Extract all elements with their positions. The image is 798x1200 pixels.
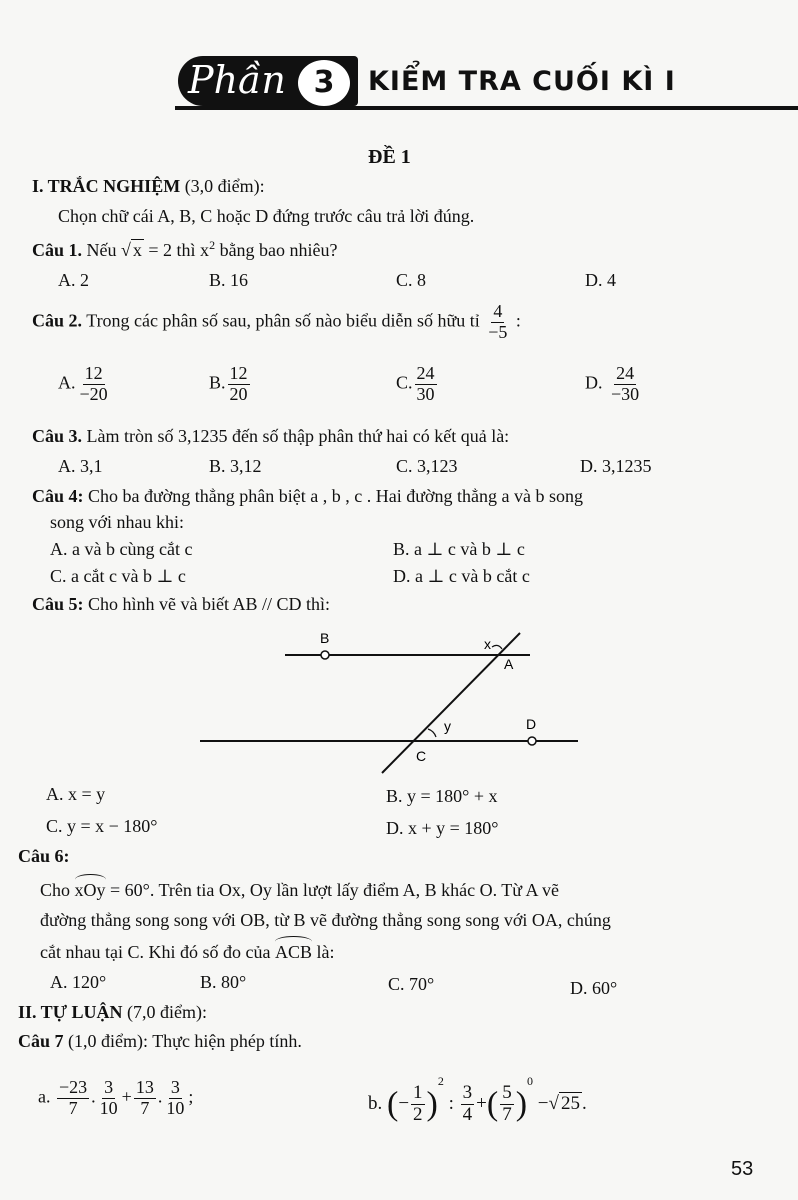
q4-text1: Cho ba đường thẳng phân biệt a , b , c . Hai đường thẳng a và b song xyxy=(88,486,583,506)
q6-option-c: C. 70° xyxy=(388,974,435,994)
q2-option-d xyxy=(585,364,643,405)
q2-c-prefix: C. xyxy=(396,372,413,393)
q2-d-frac xyxy=(609,364,641,405)
q2-option-a xyxy=(58,364,112,405)
q2-b-prefix: B. xyxy=(209,372,226,393)
q5-option-a: A. x = y xyxy=(46,784,106,804)
q7-part-b: b. (− $\frac{1}{2}$ )$^2$ : $\frac{3}{4}$ +( $\frac{5}{7}$ )$^0$ −√ 25 . xyxy=(368,1074,587,1126)
exam-title: ĐỀ 1 xyxy=(368,146,411,168)
section2-points: (7,0 điểm): xyxy=(127,1002,208,1022)
q2-a-den: −20 xyxy=(79,383,108,404)
q5-label: Câu 5: xyxy=(32,594,84,614)
q1-label: Câu 1. xyxy=(32,240,83,260)
q2-a-prefix: A. xyxy=(58,372,76,393)
q7a-frac2 xyxy=(98,1078,120,1119)
point-b xyxy=(321,651,329,659)
q2-c-frac xyxy=(415,364,437,405)
q6-pre: Cho xyxy=(40,880,71,900)
q2-colon: : xyxy=(515,310,521,331)
q2-option-b xyxy=(209,364,252,405)
q6-line3 xyxy=(40,942,334,963)
q7a-dot1: . xyxy=(91,1086,96,1107)
page-title: KIỂM TRA CUỐI KÌ I xyxy=(368,66,676,97)
q7a-frac1 xyxy=(57,1078,89,1119)
q5-stem xyxy=(32,594,330,615)
q2-den: −5 xyxy=(488,321,508,342)
q6-option-d: D. 60° xyxy=(570,978,618,998)
label-a: A xyxy=(504,656,514,672)
q4-stem xyxy=(32,486,583,507)
label-d: D xyxy=(526,716,537,732)
q7a-dot2: . xyxy=(157,1086,163,1107)
q6-angle-xoy: xOy xyxy=(74,880,106,900)
q4-option-d: D. a ⊥ c và b cắt c xyxy=(393,566,530,586)
part-number: 3 xyxy=(294,56,354,110)
q1-post: bằng bao nhiêu? xyxy=(219,240,338,260)
q7b-colon: : xyxy=(448,1093,454,1114)
q3-label: Câu 3. xyxy=(32,426,83,446)
q1-option-a: A. 2 xyxy=(58,270,89,290)
q2-label: Câu 2. xyxy=(32,310,83,331)
q7b-f1-num: 1 xyxy=(413,1082,423,1104)
section2-title: II. TỰ LUẬN xyxy=(18,1002,123,1022)
q4-option-a: A. a và b cùng cắt c xyxy=(50,539,193,559)
q6-option-b: B. 80° xyxy=(200,972,247,992)
q1-option-b: B. 16 xyxy=(209,270,249,290)
q7b-prefix: b. xyxy=(368,1093,383,1114)
q7a-plus: + xyxy=(121,1086,132,1107)
q2-a-num: 12 xyxy=(84,363,103,383)
q7a-f1-den: 7 xyxy=(68,1097,78,1118)
section1-title: I. TRẮC NGHIỆM xyxy=(32,176,181,196)
q4-label: Câu 4: xyxy=(32,486,84,506)
q7a-f2-num: 3 xyxy=(104,1077,114,1097)
angle-x-arc xyxy=(492,645,502,649)
q7b-radicand: 25 xyxy=(560,1093,580,1114)
section1-instruction: Chọn chữ cái A, B, C hoặc D đứng trước câu trả lời đúng. xyxy=(58,206,475,226)
angle-y-arc xyxy=(428,729,436,737)
q2-text: Trong các phân số sau, phân số nào biểu diễn số hữu tỉ xyxy=(86,310,480,331)
q7-label: Câu 7 xyxy=(18,1031,64,1051)
q5-option-d: D. x + y = 180° xyxy=(386,818,499,838)
q2-d-den: −30 xyxy=(611,383,640,404)
q7b-f2-den: 4 xyxy=(462,1104,473,1126)
q7b-frac1 xyxy=(411,1083,425,1126)
label-y: y xyxy=(444,718,451,734)
q7b-frac3 xyxy=(500,1083,514,1126)
section1-heading xyxy=(32,176,265,197)
label-c: C xyxy=(416,748,427,764)
label-x: x xyxy=(484,636,491,652)
part-label: Phần xyxy=(188,58,286,102)
q1-mid: = 2 thì x xyxy=(148,240,210,260)
q3-option-a: A. 3,1 xyxy=(58,456,103,476)
q1-option-c: C. 8 xyxy=(396,270,427,290)
q6-line3-pre: cắt nhau tại C. Khi đó số đo của xyxy=(40,942,271,962)
q6-label: Câu 6: xyxy=(18,846,70,866)
point-d xyxy=(528,737,536,745)
q1-exponent: 2 xyxy=(209,238,216,252)
q2-option-c xyxy=(396,364,439,405)
q5-text: Cho hình vẽ và biết AB // CD thì: xyxy=(88,594,331,614)
q6-line3-post: là: xyxy=(316,942,335,962)
q3-stem xyxy=(32,426,509,447)
q1-radicand: x xyxy=(132,240,142,260)
q7a-f3-den: 7 xyxy=(140,1097,150,1118)
banner-underline xyxy=(175,106,798,110)
q6-line1 xyxy=(40,880,559,901)
q2-c-num: 24 xyxy=(416,363,435,383)
q6-line2: đường thẳng song song với OB, từ B vẽ đường thẳng song song với OA, chúng xyxy=(40,910,611,930)
q7b-plus: + xyxy=(476,1093,487,1114)
q2-stem xyxy=(32,302,521,343)
q2-fraction xyxy=(486,302,509,343)
q7b-end: . xyxy=(581,1093,587,1114)
q7a-f2-den: 10 xyxy=(99,1097,118,1118)
q7-points: (1,0 điểm): xyxy=(68,1031,148,1051)
q3-option-b: B. 3,12 xyxy=(209,456,262,476)
q7a-frac3 xyxy=(134,1078,156,1119)
q1-option-d: D. 4 xyxy=(585,270,616,290)
q7a-end: ; xyxy=(188,1086,194,1107)
q5-figure xyxy=(200,625,590,777)
q7a-prefix: a. xyxy=(38,1086,51,1107)
q7b-f3-num: 5 xyxy=(502,1082,512,1104)
q7b-f2-num: 3 xyxy=(462,1082,473,1104)
q7a-frac4 xyxy=(164,1078,186,1119)
q7a-f3-num: 13 xyxy=(135,1077,154,1097)
q2-d-num: 24 xyxy=(616,363,635,383)
q7b-exp2: 0 xyxy=(527,1074,534,1088)
q4-option-b: B. a ⊥ c và b ⊥ c xyxy=(393,539,525,559)
q7-text: Thực hiện phép tính. xyxy=(152,1031,302,1051)
q7b-f3-den: 7 xyxy=(502,1104,512,1126)
q2-b-frac xyxy=(228,364,250,405)
q1-stem: Câu 1. Nếu √ x = 2 thì $x^2$ bằng bao nhiêu? xyxy=(32,238,338,260)
section1-points: (3,0 điểm): xyxy=(184,176,265,196)
q5-option-c: C. y = x − 180° xyxy=(46,816,158,836)
q3-option-d: D. 3,1235 xyxy=(580,456,652,476)
q6-angle-acb: ACB xyxy=(274,942,312,962)
q4-option-c: C. a cắt c và b ⊥ c xyxy=(50,566,186,586)
q2-d-prefix: D. xyxy=(585,372,603,393)
q7b-f1-den: 2 xyxy=(413,1104,423,1126)
q7-stem xyxy=(18,1031,302,1052)
q5-option-b: B. y = 180° + x xyxy=(386,786,498,806)
q6-line1-rest: = 60°. Trên tia Ox, Oy lần lượt lấy điểm A, B khác O. Từ A vẽ xyxy=(110,880,560,900)
q1-pre: Nếu xyxy=(86,240,117,260)
q2-c-den: 30 xyxy=(416,383,435,404)
q3-text: Làm tròn số 3,1235 đến số thập phân thứ hai có kết quả là: xyxy=(86,426,510,446)
q7-part-a xyxy=(38,1078,193,1119)
q6-option-a: A. 120° xyxy=(50,972,107,992)
q2-b-den: 20 xyxy=(229,383,248,404)
q7b-frac2 xyxy=(461,1083,475,1126)
q2-b-num: 12 xyxy=(229,363,248,383)
q7a-f1-num: −23 xyxy=(59,1077,88,1097)
q7a-f4-num: 3 xyxy=(170,1077,180,1097)
q7b-exp1: 2 xyxy=(437,1074,444,1088)
section2-heading xyxy=(18,1002,207,1023)
q2-num: 4 xyxy=(493,301,503,321)
q7a-f4-den: 10 xyxy=(166,1097,185,1118)
q2-a-frac xyxy=(78,364,110,405)
q4-text2: song với nhau khi: xyxy=(50,512,185,532)
page-number: 53 xyxy=(731,1158,754,1180)
q7b-minus: − xyxy=(537,1093,549,1114)
q3-option-c: C. 3,123 xyxy=(396,456,458,476)
label-b: B xyxy=(320,630,330,646)
